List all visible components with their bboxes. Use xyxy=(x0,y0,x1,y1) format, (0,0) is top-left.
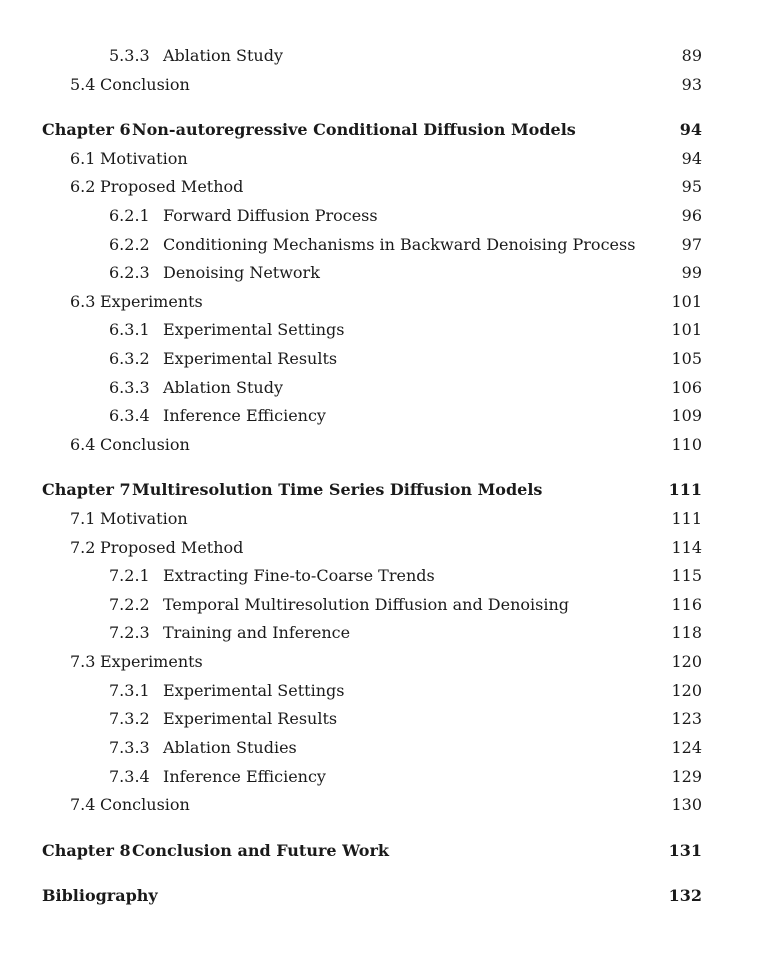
entry-page: 95 xyxy=(681,177,702,196)
chapter-title: Multiresolution Time Series Diffusion Models xyxy=(132,480,543,499)
entry-title: Training and Inference xyxy=(163,623,351,642)
entry-page: 118 xyxy=(671,623,702,642)
entry-number: 6.2 xyxy=(70,177,96,196)
toc-chapter-6[interactable] xyxy=(0,118,778,142)
entry-title: Extracting Fine-to-Coarse Trends xyxy=(163,566,435,585)
entry-title: Experimental Results xyxy=(163,349,338,368)
entry-title: Inference Efficiency xyxy=(163,767,326,786)
entry-page: 99 xyxy=(681,263,702,282)
entry-page: 106 xyxy=(671,378,702,397)
entry-title: Experiments xyxy=(100,292,203,311)
entry-page: 94 xyxy=(681,149,702,168)
entry-number: 7.3.1 xyxy=(109,681,150,700)
entry-page: 111 xyxy=(671,509,702,528)
entry-title: Conditioning Mechanisms in Backward Denoising Process xyxy=(163,235,636,254)
entry-number: 6.1 xyxy=(70,149,96,168)
toc-entry-7-2-2[interactable] xyxy=(0,593,778,617)
entry-page: 101 xyxy=(671,292,702,311)
entry-page: 116 xyxy=(671,595,702,614)
entry-title: Conclusion xyxy=(100,795,190,814)
entry-page: 120 xyxy=(671,652,702,671)
toc-entry-7-3-1[interactable] xyxy=(0,679,778,703)
entry-title: Conclusion xyxy=(100,75,190,94)
entry-number: 6.3.1 xyxy=(109,320,150,339)
entry-page: 130 xyxy=(671,795,702,814)
entry-title: Ablation Studies xyxy=(163,738,297,757)
chapter-number: Chapter 8 xyxy=(42,841,131,860)
toc-entry-7-3[interactable] xyxy=(0,650,778,674)
toc-entry-6-2[interactable] xyxy=(0,175,778,199)
entry-page: 115 xyxy=(671,566,702,585)
toc-entry-6-3[interactable] xyxy=(0,290,778,314)
entry-number: 6.2.1 xyxy=(109,206,150,225)
entry-number: 6.4 xyxy=(70,435,96,454)
chapter-title: Non-autoregressive Conditional Diffusion Models xyxy=(132,120,576,139)
toc-entry-7-3-3[interactable] xyxy=(0,736,778,760)
entry-number: 6.3.4 xyxy=(109,406,150,425)
entry-title: Inference Efficiency xyxy=(163,406,326,425)
entry-title: Forward Diffusion Process xyxy=(163,206,378,225)
entry-number: 7.2.2 xyxy=(109,595,150,614)
entry-page: 96 xyxy=(681,206,702,225)
toc-entry-7-3-2[interactable] xyxy=(0,707,778,731)
entry-number: 5.4 xyxy=(70,75,96,94)
chapter-page: 131 xyxy=(668,841,702,860)
entry-page: 93 xyxy=(681,75,702,94)
chapter-number: Chapter 6 xyxy=(42,120,131,139)
entry-page: 101 xyxy=(671,320,702,339)
entry-number: 7.2.1 xyxy=(109,566,150,585)
entry-number: 7.3.4 xyxy=(109,767,150,786)
entry-title: Temporal Multiresolution Diffusion and Denoising xyxy=(163,595,570,614)
toc-entry-7-1[interactable] xyxy=(0,507,778,531)
entry-page: 89 xyxy=(681,46,702,65)
entry-number: 6.2.2 xyxy=(109,235,150,254)
entry-title: Conclusion xyxy=(100,435,190,454)
entry-title: Experimental Settings xyxy=(163,681,345,700)
toc-entry-6-1[interactable] xyxy=(0,147,778,171)
entry-page: 114 xyxy=(671,538,702,557)
toc-entry-7-3-4[interactable] xyxy=(0,765,778,789)
entry-title: Experimental Results xyxy=(163,709,338,728)
entry-page: 97 xyxy=(681,235,702,254)
entry-title: Ablation Study xyxy=(163,378,283,397)
entry-number: 7.2 xyxy=(70,538,96,557)
entry-page: 124 xyxy=(671,738,702,757)
toc-entry-6-2-1[interactable] xyxy=(0,204,778,228)
entry-page: 120 xyxy=(671,681,702,700)
entry-title: Ablation Study xyxy=(163,46,283,65)
toc-chapter-8[interactable] xyxy=(0,839,778,863)
entry-title: Proposed Method xyxy=(100,177,244,196)
bibliography-title: Bibliography xyxy=(42,886,158,905)
entry-page: 105 xyxy=(671,349,702,368)
toc-entry-6-3-2[interactable] xyxy=(0,347,778,371)
toc-entry-7-2[interactable] xyxy=(0,536,778,560)
entry-number: 6.2.3 xyxy=(109,263,150,282)
toc-entry-6-2-3[interactable] xyxy=(0,261,778,285)
entry-title: Motivation xyxy=(100,149,188,168)
toc-entry-5-4[interactable] xyxy=(0,73,778,97)
toc-entry-6-4[interactable] xyxy=(0,433,778,457)
toc-entry-6-3-4[interactable] xyxy=(0,404,778,428)
chapter-page: 94 xyxy=(679,120,702,139)
bibliography-page: 132 xyxy=(668,886,702,905)
entry-page: 129 xyxy=(671,767,702,786)
entry-number: 6.3.2 xyxy=(109,349,150,368)
entry-title: Experimental Settings xyxy=(163,320,345,339)
toc-entry-6-2-2[interactable] xyxy=(0,233,778,257)
chapter-number: Chapter 7 xyxy=(42,480,131,499)
toc-chapter-7[interactable] xyxy=(0,478,778,502)
entry-number: 5.3.3 xyxy=(109,46,150,65)
entry-number: 7.3.2 xyxy=(109,709,150,728)
entry-number: 7.3 xyxy=(70,652,96,671)
entry-page: 109 xyxy=(671,406,702,425)
entry-number: 7.4 xyxy=(70,795,96,814)
entry-number: 7.2.3 xyxy=(109,623,150,642)
chapter-page: 111 xyxy=(668,480,702,499)
entry-number: 7.1 xyxy=(70,509,96,528)
toc-bibliography[interactable] xyxy=(0,884,778,908)
toc-entry-7-2-3[interactable] xyxy=(0,621,778,645)
toc-entry-6-3-1[interactable] xyxy=(0,318,778,342)
entry-number: 6.3.3 xyxy=(109,378,150,397)
entry-number: 6.3 xyxy=(70,292,96,311)
entry-title: Experiments xyxy=(100,652,203,671)
entry-page: 110 xyxy=(671,435,702,454)
entry-title: Proposed Method xyxy=(100,538,244,557)
entry-title: Motivation xyxy=(100,509,188,528)
toc-entry-7-4[interactable] xyxy=(0,793,778,817)
chapter-title: Conclusion and Future Work xyxy=(132,841,389,860)
toc-entry-7-2-1[interactable] xyxy=(0,564,778,588)
entry-number: 7.3.3 xyxy=(109,738,150,757)
entry-page: 123 xyxy=(671,709,702,728)
toc-entry-6-3-3[interactable] xyxy=(0,376,778,400)
toc-entry-5-3-3[interactable] xyxy=(0,44,778,68)
entry-title: Denoising Network xyxy=(163,263,320,282)
